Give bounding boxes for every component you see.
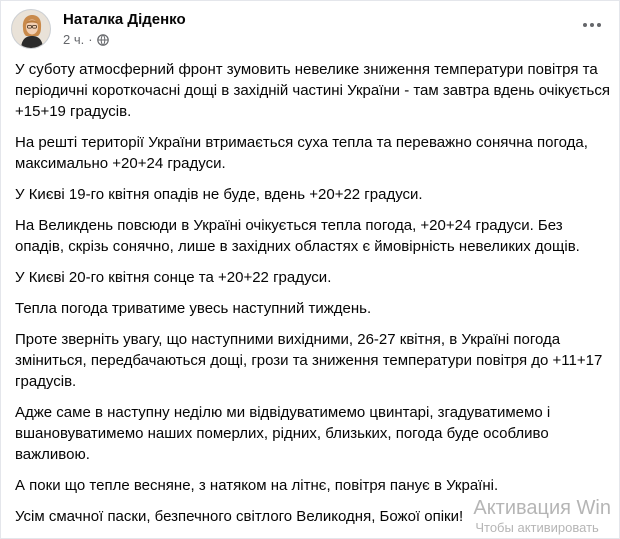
avatar-portrait-icon (12, 10, 51, 49)
post-paragraph: У Києві 19-го квітня опадів не буде, вдень +20+22 градуси. (15, 186, 423, 203)
post-paragraph: Усім смачної паски, безпечного світлого Великодня, Божої опіки! (15, 508, 464, 525)
avatar[interactable] (11, 9, 51, 49)
more-options-icon[interactable] (577, 13, 607, 37)
post-paragraph: Тепла погода триватиме увесь наступний тиждень. (15, 300, 372, 317)
post-paragraph: У суботу атмосферний фронт зумовить невелике зниження температури повітря та періодичні короткочасні дощі в західній частині України - там завтра вдень очікується +15+19 градусів. (15, 61, 610, 120)
post-time[interactable]: 2 ч. (63, 32, 85, 47)
post-paragraph: У Києві 20-го квітня сонце та +20+22 градуси. (15, 269, 332, 286)
post-header (11, 9, 611, 53)
post-paragraph: Адже саме в наступну неділю ми відвідуватимемо цвинтарі, згадуватимемо і вшановуватимемо наших померлих, рідних, близьких, погода буде особливо важливою. (15, 404, 551, 463)
post-text (15, 59, 611, 537)
post-paragraph: На решті території України втримається суха тепла та переважно сонячна погода, максимально +20+24 градуси. (15, 134, 588, 172)
post-paragraph: На Великдень повсюди в Україні очікується тепла погода, +20+24 градуси. Без опадів, скрізь сонячно, лише в західних областях є ймовірність невеликих дощів. (15, 217, 580, 255)
post-paragraph: А поки що тепле весняне, з натяком на літнє, повітря панує в Україні. (15, 477, 499, 494)
post-meta (63, 32, 109, 47)
meta-separator: · (88, 32, 93, 47)
watermark-line-2: Чтобы активировать (475, 520, 599, 535)
post-paragraph: Проте зверніть увагу, що наступними вихідними, 26-27 квітня, в Україні погода зміниться, передбачаються дощі, грози та зниження температури повітря до +11+17 градусів. (15, 331, 603, 390)
author-name[interactable]: Наталка Діденко (63, 11, 186, 28)
globe-icon (97, 34, 109, 46)
watermark-line-1: Активация Win (473, 497, 611, 519)
